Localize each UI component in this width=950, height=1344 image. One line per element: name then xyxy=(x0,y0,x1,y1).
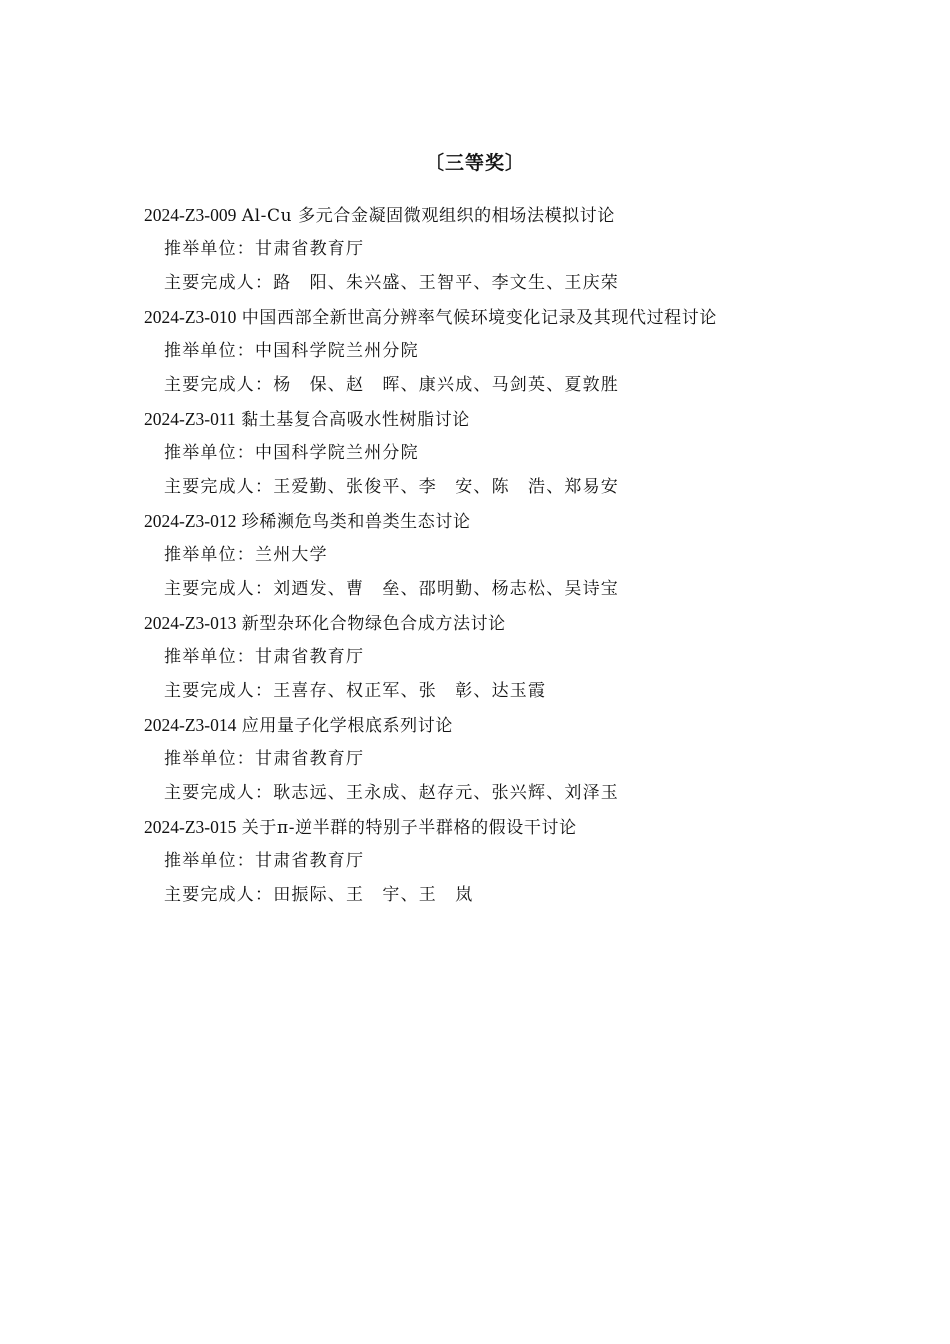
award-entry xyxy=(144,810,844,912)
award-entry xyxy=(144,198,844,300)
entry-contributors: 主要完成人：路 阳、朱兴盛、王智平、李文生、王庆荣 xyxy=(164,273,619,293)
entry-title: 黏土基复合高吸水性树脂讨论 xyxy=(241,410,470,430)
award-entry xyxy=(144,504,844,606)
award-list xyxy=(144,198,844,912)
entry-title: 中国西部全新世高分辨率气候环境变化记录及其现代过程讨论 xyxy=(241,308,717,328)
entry-title-line xyxy=(144,504,844,538)
entry-code: 2024-Z3-009 xyxy=(144,205,237,225)
entry-contributors: 主要完成人：刘迺发、曹 垒、邵明勤、杨志松、吴诗宝 xyxy=(164,579,619,599)
entry-title: 关于π-逆半群的特别子半群格的假设干讨论 xyxy=(241,818,577,838)
entry-title: 珍稀濒危鸟类和兽类生态讨论 xyxy=(241,512,471,532)
entry-nominator: 推举单位：甘肃省教育厅 xyxy=(164,239,365,259)
entry-contributors: 主要完成人：王喜存、权正军、张 彰、达玉霞 xyxy=(164,681,547,701)
entry-title-line xyxy=(144,708,844,742)
award-entry xyxy=(144,300,844,402)
entry-title: Al-Cu 多元合金凝固微观组织的相场法模拟讨论 xyxy=(241,206,615,226)
entry-nominator: 推举单位：中国科学院兰州分院 xyxy=(164,443,419,463)
entry-nominator: 推举单位：兰州大学 xyxy=(164,545,328,565)
entry-contributors: 主要完成人：耿志远、王永成、赵存元、张兴辉、刘泽玉 xyxy=(164,783,619,803)
entry-nominator: 推举单位：甘肃省教育厅 xyxy=(164,851,365,871)
entry-code: 2024-Z3-010 xyxy=(144,307,237,327)
entry-code: 2024-Z3-013 xyxy=(144,613,237,633)
entry-contributors: 主要完成人：王爱勤、张俊平、李 安、陈 浩、郑易安 xyxy=(164,477,619,497)
entry-code: 2024-Z3-012 xyxy=(144,511,237,531)
entry-title-line xyxy=(144,300,844,334)
award-entry xyxy=(144,402,844,504)
entry-contributors: 主要完成人：杨 保、赵 晖、康兴成、马剑英、夏敦胜 xyxy=(164,375,619,395)
entry-code: 2024-Z3-015 xyxy=(144,817,237,837)
award-level-heading: 〔三等奖〕 xyxy=(424,152,525,174)
entry-title-line xyxy=(144,810,844,844)
award-entry xyxy=(144,606,844,708)
entry-title-line xyxy=(144,198,844,232)
award-entry xyxy=(144,708,844,810)
entry-contributors: 主要完成人：田振际、王 宇、王 岚 xyxy=(164,885,474,905)
entry-title: 应用量子化学根底系列讨论 xyxy=(241,716,453,736)
entry-code: 2024-Z3-011 xyxy=(144,409,236,429)
entry-nominator: 推举单位：中国科学院兰州分院 xyxy=(164,341,419,361)
entry-title-line xyxy=(144,606,844,640)
entry-nominator: 推举单位：甘肃省教育厅 xyxy=(164,647,365,667)
entry-code: 2024-Z3-014 xyxy=(144,715,237,735)
entry-title-line xyxy=(144,402,844,436)
entry-nominator: 推举单位：甘肃省教育厅 xyxy=(164,749,365,769)
entry-title: 新型杂环化合物绿色合成方法讨论 xyxy=(241,614,506,634)
